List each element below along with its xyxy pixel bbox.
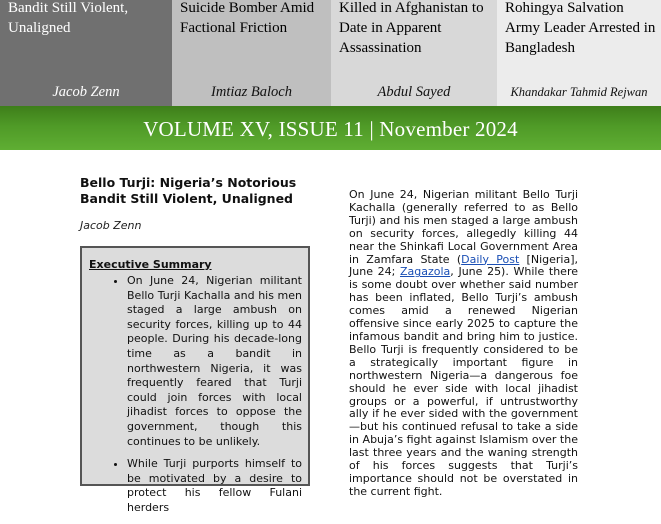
summary-bullet: • On June 24, Nigerian militant Bello Turji Kachalla and his men staged a large ambush on security forces, killing up to 44 people. During his decade-long time as a bandit in northwestern Nigeria, it was frequently feared that Turji could join forces with local jihadist forces to oppose the government, though this continues to be unlikely. — [127, 274, 302, 449]
header-article-author: Imtiaz Baloch — [211, 84, 292, 100]
summary-bullet: • While Turji purports himself to be motivated by a desire to protect his fellow Fulani herders — [127, 457, 302, 515]
header-article-author: Abdul Sayed — [377, 84, 451, 100]
article-body — [349, 189, 578, 499]
volume-banner — [0, 106, 661, 150]
header-article-3[interactable] — [331, 0, 497, 106]
body-text: , June 25). While there is some doubt over whether said number has been inflated, Bello Turji’s ambush comes amid a renewed Nigerian offensive since early 2025 to capture the infamous bandit and bring him to justice. Bello Turji is frequently considered to be a strategically important figure in northwestern Nigeria—a dangerous foe should he ever side with local jihadist groups or a powerful, if untrustworthy ally if he ever sided with the government—but his continued refusal to take a side in Abuja’s fight against Islamism over the last three years and the waning strength of his forces suggests that Turji’s importance should not be overstated in the current fight. — [349, 265, 578, 498]
issue-header — [0, 0, 661, 106]
body-text: [Nigeria], June 24; — [349, 252, 578, 279]
header-article-4[interactable] — [497, 0, 661, 106]
header-article-title: Bandit Still Violent, Unaligned — [8, 0, 129, 36]
header-article-title: Suicide Bomber Amid Factional Friction — [180, 0, 315, 36]
zagazola-link[interactable]: Zagazola — [399, 265, 451, 279]
executive-summary-list — [82, 274, 302, 524]
daily-post-link[interactable]: Daily Post — [461, 252, 520, 266]
article-byline: Jacob Zenn — [80, 219, 142, 232]
header-article-author: Jacob Zenn — [52, 84, 120, 100]
executive-summary-heading: Executive Summary — [89, 258, 212, 271]
header-article-author: Khandakar Tahmid Rejwan — [510, 85, 648, 99]
volume-issue-date: VOLUME XV, ISSUE 11 | November 2024 — [143, 117, 518, 141]
header-article-2[interactable] — [172, 0, 331, 106]
executive-summary-box — [80, 246, 310, 514]
body-text: On June 24, Nigerian militant Bello Turji Kachalla (generally referred to as Bello Turji) and his men staged a large ambush on security forces, allegedly killing 44 near the Shinkafi Local Government Area in Zamfara State ( — [349, 188, 578, 266]
article-title: Bello Turji: Nigeria’s Notorious Bandit Still Violent, Unaligned — [80, 175, 297, 206]
header-article-1[interactable] — [0, 0, 172, 106]
header-article-title: Rohingya Salvation Army Leader Arrested in Bangladesh — [505, 0, 656, 56]
header-article-title: Killed in Afghanistan to Date in Apparent Assassination — [339, 0, 484, 56]
